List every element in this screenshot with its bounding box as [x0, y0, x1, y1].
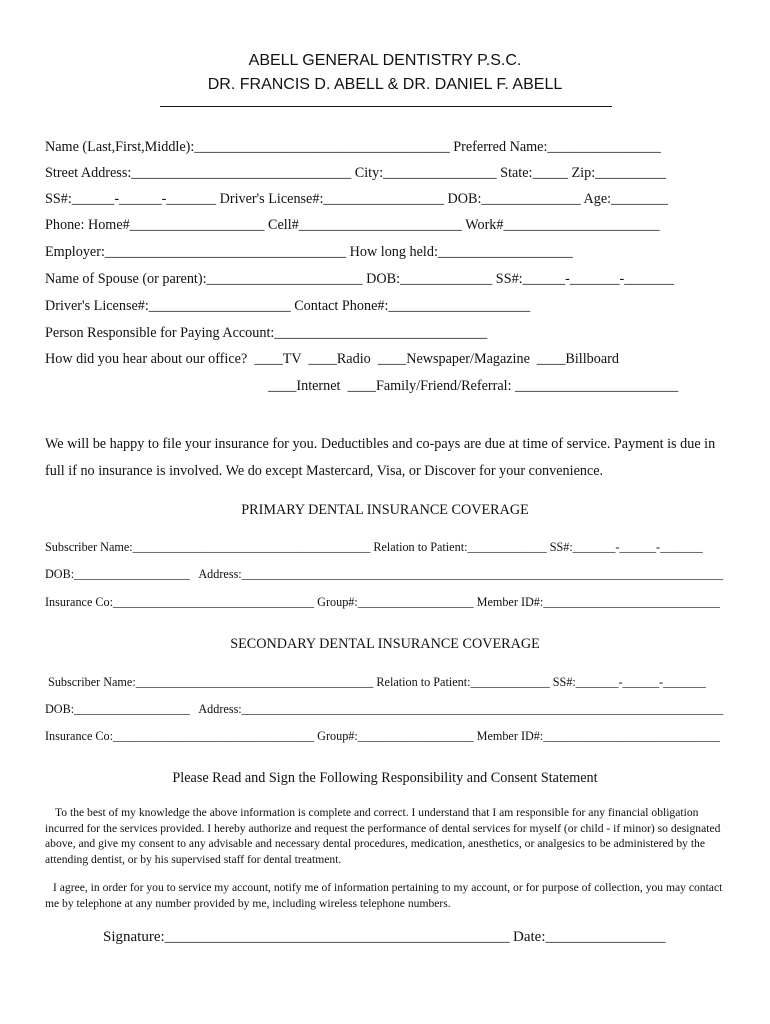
header-divider — [160, 106, 612, 107]
responsible-party-line[interactable]: Person Responsible for Paying Account:______________________________ — [45, 325, 488, 341]
ssn-license-line[interactable]: SS#:______-______-_______ Driver's License#:_________________ DOB:______________ Age:________ — [45, 191, 668, 207]
date-field[interactable]: Date:________________ — [513, 929, 666, 945]
spouse-line[interactable]: Name of Spouse (or parent):______________________ DOB:_____________ SS#:______-_______-_______ — [45, 271, 674, 287]
secondary-insurance-co-line[interactable]: Insurance Co:_________________________________ Group#:___________________ Member ID#:_____________________________ — [45, 729, 721, 743]
secondary-insurance-title: SECONDARY DENTAL INSURANCE COVERAGE — [230, 636, 540, 652]
employer-line[interactable]: Employer:__________________________________ How long held:___________________ — [45, 244, 573, 260]
primary-insurance-co-line[interactable]: Insurance Co:_________________________________ Group#:___________________ Member ID#:_____________________________ — [45, 595, 721, 609]
spouse-license-line[interactable]: Driver's License#:____________________ Contact Phone#:____________________ — [45, 298, 531, 314]
phone-line[interactable]: Phone: Home#___________________ Cell#_______________________ Work#______________________ — [45, 217, 660, 233]
consent-paragraph-2: I agree, in order for you to service my account, notify me of information pertaining to my account, or for purpose of collection, you may contact me by telephone at any number provided by me, including wireless telephone numbers. — [45, 881, 723, 910]
primary-insurance-title: PRIMARY DENTAL INSURANCE COVERAGE — [241, 502, 529, 518]
patient-name-line[interactable]: Name (Last,First,Middle):____________________________________ Preferred Name:________________ — [45, 139, 661, 155]
consent-title: Please Read and Sign the Following Responsibility and Consent Statement — [172, 770, 598, 786]
practice-name: ABELL GENERAL DENTISTRY P.S.C. — [248, 52, 522, 69]
referral-source-line-2[interactable]: ____Internet ____Family/Friend/Referral: _______________________ — [268, 378, 679, 394]
payment-notice: We will be happy to file your insurance for you. Deductibles and co-pays are due at time of service. Payment is due in full if no insurance is involved. We do except Mastercard, Visa, or Discover for your convenience. — [45, 436, 716, 479]
consent-paragraph-1: To the best of my knowledge the above information is complete and correct. I understand that I am responsible for any financial obligation incurred for the services provided. I hereby authorize and request the performance of dental services for myself (or child - if minor) so designated above, and give my consent to any advisable and necessary dental procedures, medication, anesthetics, or analgesics to be administered by the attending dentist, or by his supervised staff for dental treatment. — [45, 806, 721, 866]
secondary-dob-address-line[interactable]: DOB:___________________ Address:_______________________________________________________________________________ — [45, 702, 724, 716]
primary-dob-address-line[interactable]: DOB:___________________ Address:_______________________________________________________________________________ — [45, 567, 724, 581]
street-address-line[interactable]: Street Address:_______________________________ City:________________ State:_____ Zip:__________ — [45, 165, 667, 181]
primary-subscriber-line[interactable]: Subscriber Name:_______________________________________ Relation to Patient:_____________ SS#:_______-______-_______ — [45, 540, 703, 554]
referral-source-line[interactable]: How did you hear about our office? ____TV ____Radio ____Newspaper/Magazine ____Billboard — [45, 351, 619, 367]
doctor-names: DR. FRANCIS D. ABELL & DR. DANIEL F. ABELL — [207, 76, 563, 93]
signature-field[interactable]: Signature:______________________________________________ — [103, 929, 510, 945]
secondary-subscriber-line[interactable]: Subscriber Name:_______________________________________ Relation to Patient:_____________ SS#:_______-______-_______ — [45, 675, 706, 689]
